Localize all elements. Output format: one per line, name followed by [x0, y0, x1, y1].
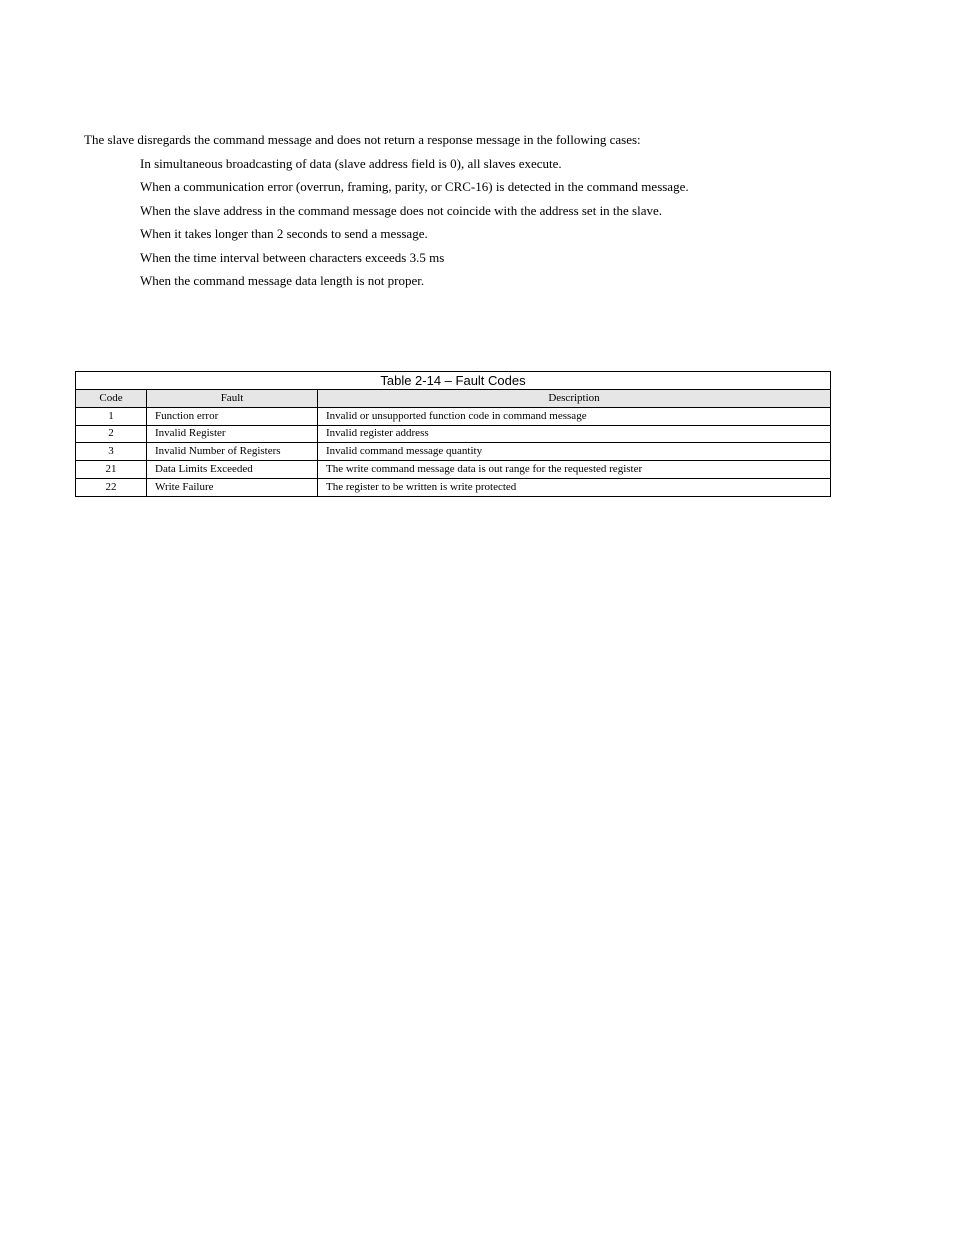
column-header-description: Description — [318, 390, 831, 408]
case-item: When it takes longer than 2 seconds to send a message. — [140, 226, 428, 242]
cell-fault: Invalid Number of Registers — [147, 443, 318, 461]
table-row — [76, 461, 831, 479]
table-header-row — [76, 390, 831, 408]
case-item: When the slave address in the command message does not coincide with the address set in the slave. — [140, 202, 663, 218]
fault-codes-table — [75, 371, 831, 497]
case-list — [140, 155, 689, 295]
table-caption: Table 2-14 – Fault Codes — [75, 371, 831, 389]
cell-description: The write command message data is out range for the requested register — [318, 461, 831, 479]
table-row — [76, 478, 831, 496]
cell-description: Invalid or unsupported function code in command message — [318, 407, 831, 425]
cell-fault: Invalid Register — [147, 425, 318, 443]
cell-fault: Function error — [147, 407, 318, 425]
cell-code: 21 — [76, 461, 147, 479]
cell-code: 22 — [76, 478, 147, 496]
cell-fault: Write Failure — [147, 478, 318, 496]
cell-description: Invalid register address — [318, 425, 831, 443]
cell-description: Invalid command message quantity — [318, 443, 831, 461]
intro-paragraph: The slave disregards the command message and does not return a response message in the following cases: — [84, 132, 641, 147]
cell-code: 1 — [76, 407, 147, 425]
cell-fault: Data Limits Exceeded — [147, 461, 318, 479]
table-row — [76, 407, 831, 425]
table-row — [76, 443, 831, 461]
column-header-code: Code — [76, 390, 147, 408]
case-item: When the command message data length is not proper. — [140, 272, 425, 288]
case-item: In simultaneous broadcasting of data (slave address field is 0), all slaves execute. — [140, 156, 562, 171]
cell-code: 3 — [76, 443, 147, 461]
table-row — [76, 425, 831, 443]
cell-code: 2 — [76, 425, 147, 443]
cell-description: The register to be written is write protected — [318, 478, 831, 496]
case-item: When the time interval between characters exceeds 3.5 ms — [140, 249, 445, 265]
column-header-fault: Fault — [147, 390, 318, 408]
case-item: When a communication error (overrun, framing, parity, or CRC-16) is detected in the command message. — [140, 179, 689, 195]
